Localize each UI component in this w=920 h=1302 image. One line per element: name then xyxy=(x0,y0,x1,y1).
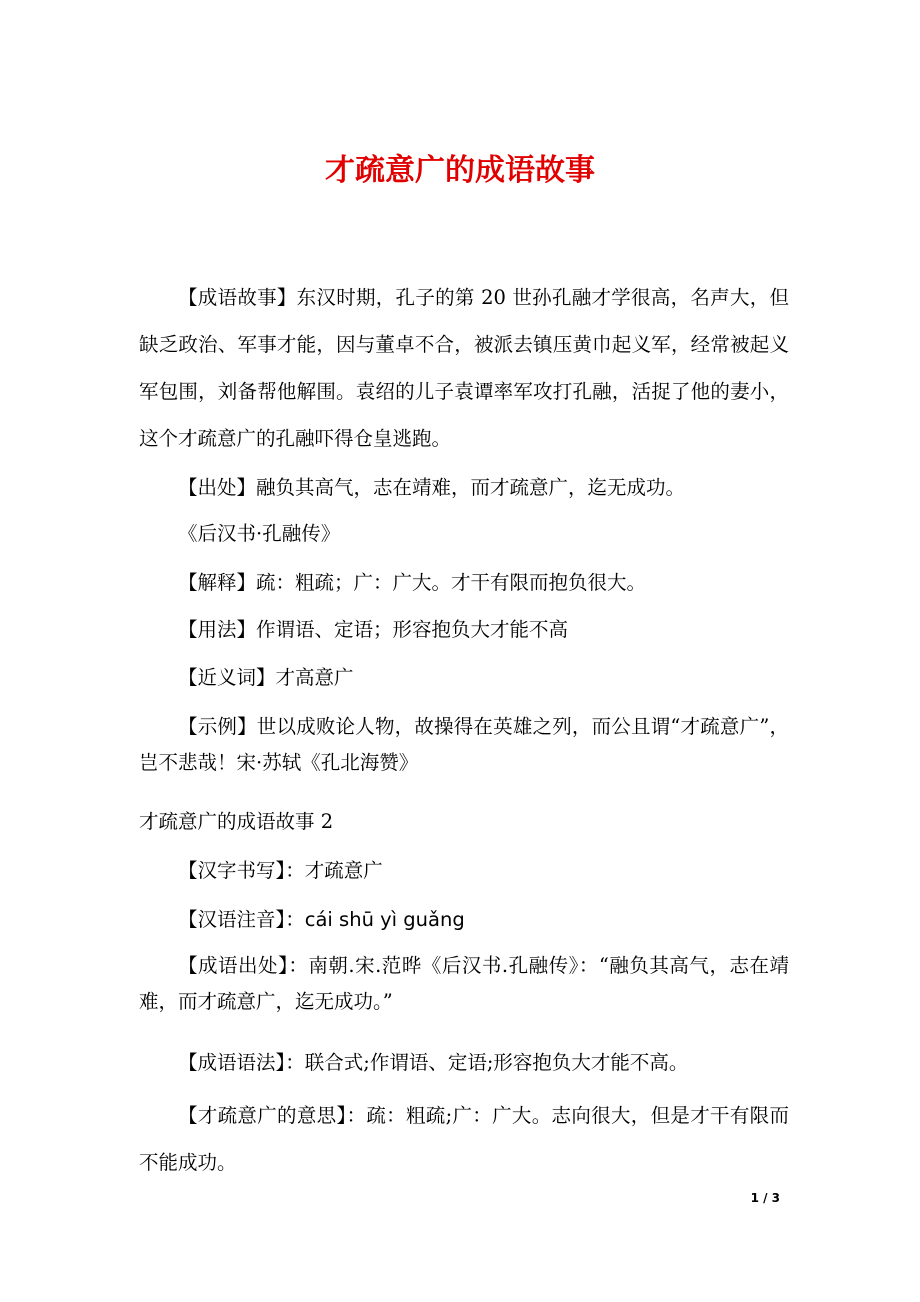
example-paragraph: 【示例】世以成败论人物，故操得在英雄之列，而公且谓“才疏意广”，岂不悲哉！宋·苏轼《孔北海赞》 xyxy=(139,715,789,774)
source-paragraph: 【出处】融负其高气，志在靖难，而才疏意广，迄无成功。 xyxy=(178,476,686,499)
story-paragraph: 【成语故事】东汉时期，孔子的第 20 世孙孔融才学很高，名声大，但缺乏政治、军事才能，因与董卓不合，被派去镇压黄巾起义军，经常被起义军包围，刘备帮他解围。袁绍的儿子袁谭率军攻打孔融，活捉了他的妻小，这个才疏意广的孔融吓得仓皇逃跑。 xyxy=(139,286,789,450)
usage-paragraph: 【用法】作谓语、定语；形容抱负大才能不高 xyxy=(178,618,569,641)
synonym-paragraph: 【近义词】才高意广 xyxy=(178,666,354,689)
meaning-paragraph: 【解释】疏：粗疏；广：广大。才干有限而抱负很大。 xyxy=(178,571,647,594)
pinyin-paragraph xyxy=(139,904,789,936)
document-title: 才疏意广的成语故事 xyxy=(325,153,595,188)
page-number: 1 / 3 xyxy=(750,1191,780,1205)
pinyin-value: cái shū yì guǎng xyxy=(304,908,465,931)
idiom-source-paragraph: 【成语出处】：南朝.宋.范晔《后汉书.孔融传》：“融负其高气，志在靖难，而才疏意广，迄无成功。” xyxy=(139,954,789,1013)
idiom-meaning-paragraph: 【才疏意广的意思】：疏：粗疏;广：广大。志向很大，但是才干有限而不能成功。 xyxy=(139,1104,789,1174)
writing-paragraph: 【汉字书写】：才疏意广 xyxy=(178,859,383,882)
source-book-line: 《后汉书·孔融传》 xyxy=(178,522,341,545)
section2-heading: 才疏意广的成语故事 2 xyxy=(139,810,334,833)
grammar-paragraph: 【成语语法】：联合式;作谓语、定语;形容抱负大才能不高。 xyxy=(178,1051,689,1074)
pinyin-label: 【汉语注音】： xyxy=(178,908,305,931)
